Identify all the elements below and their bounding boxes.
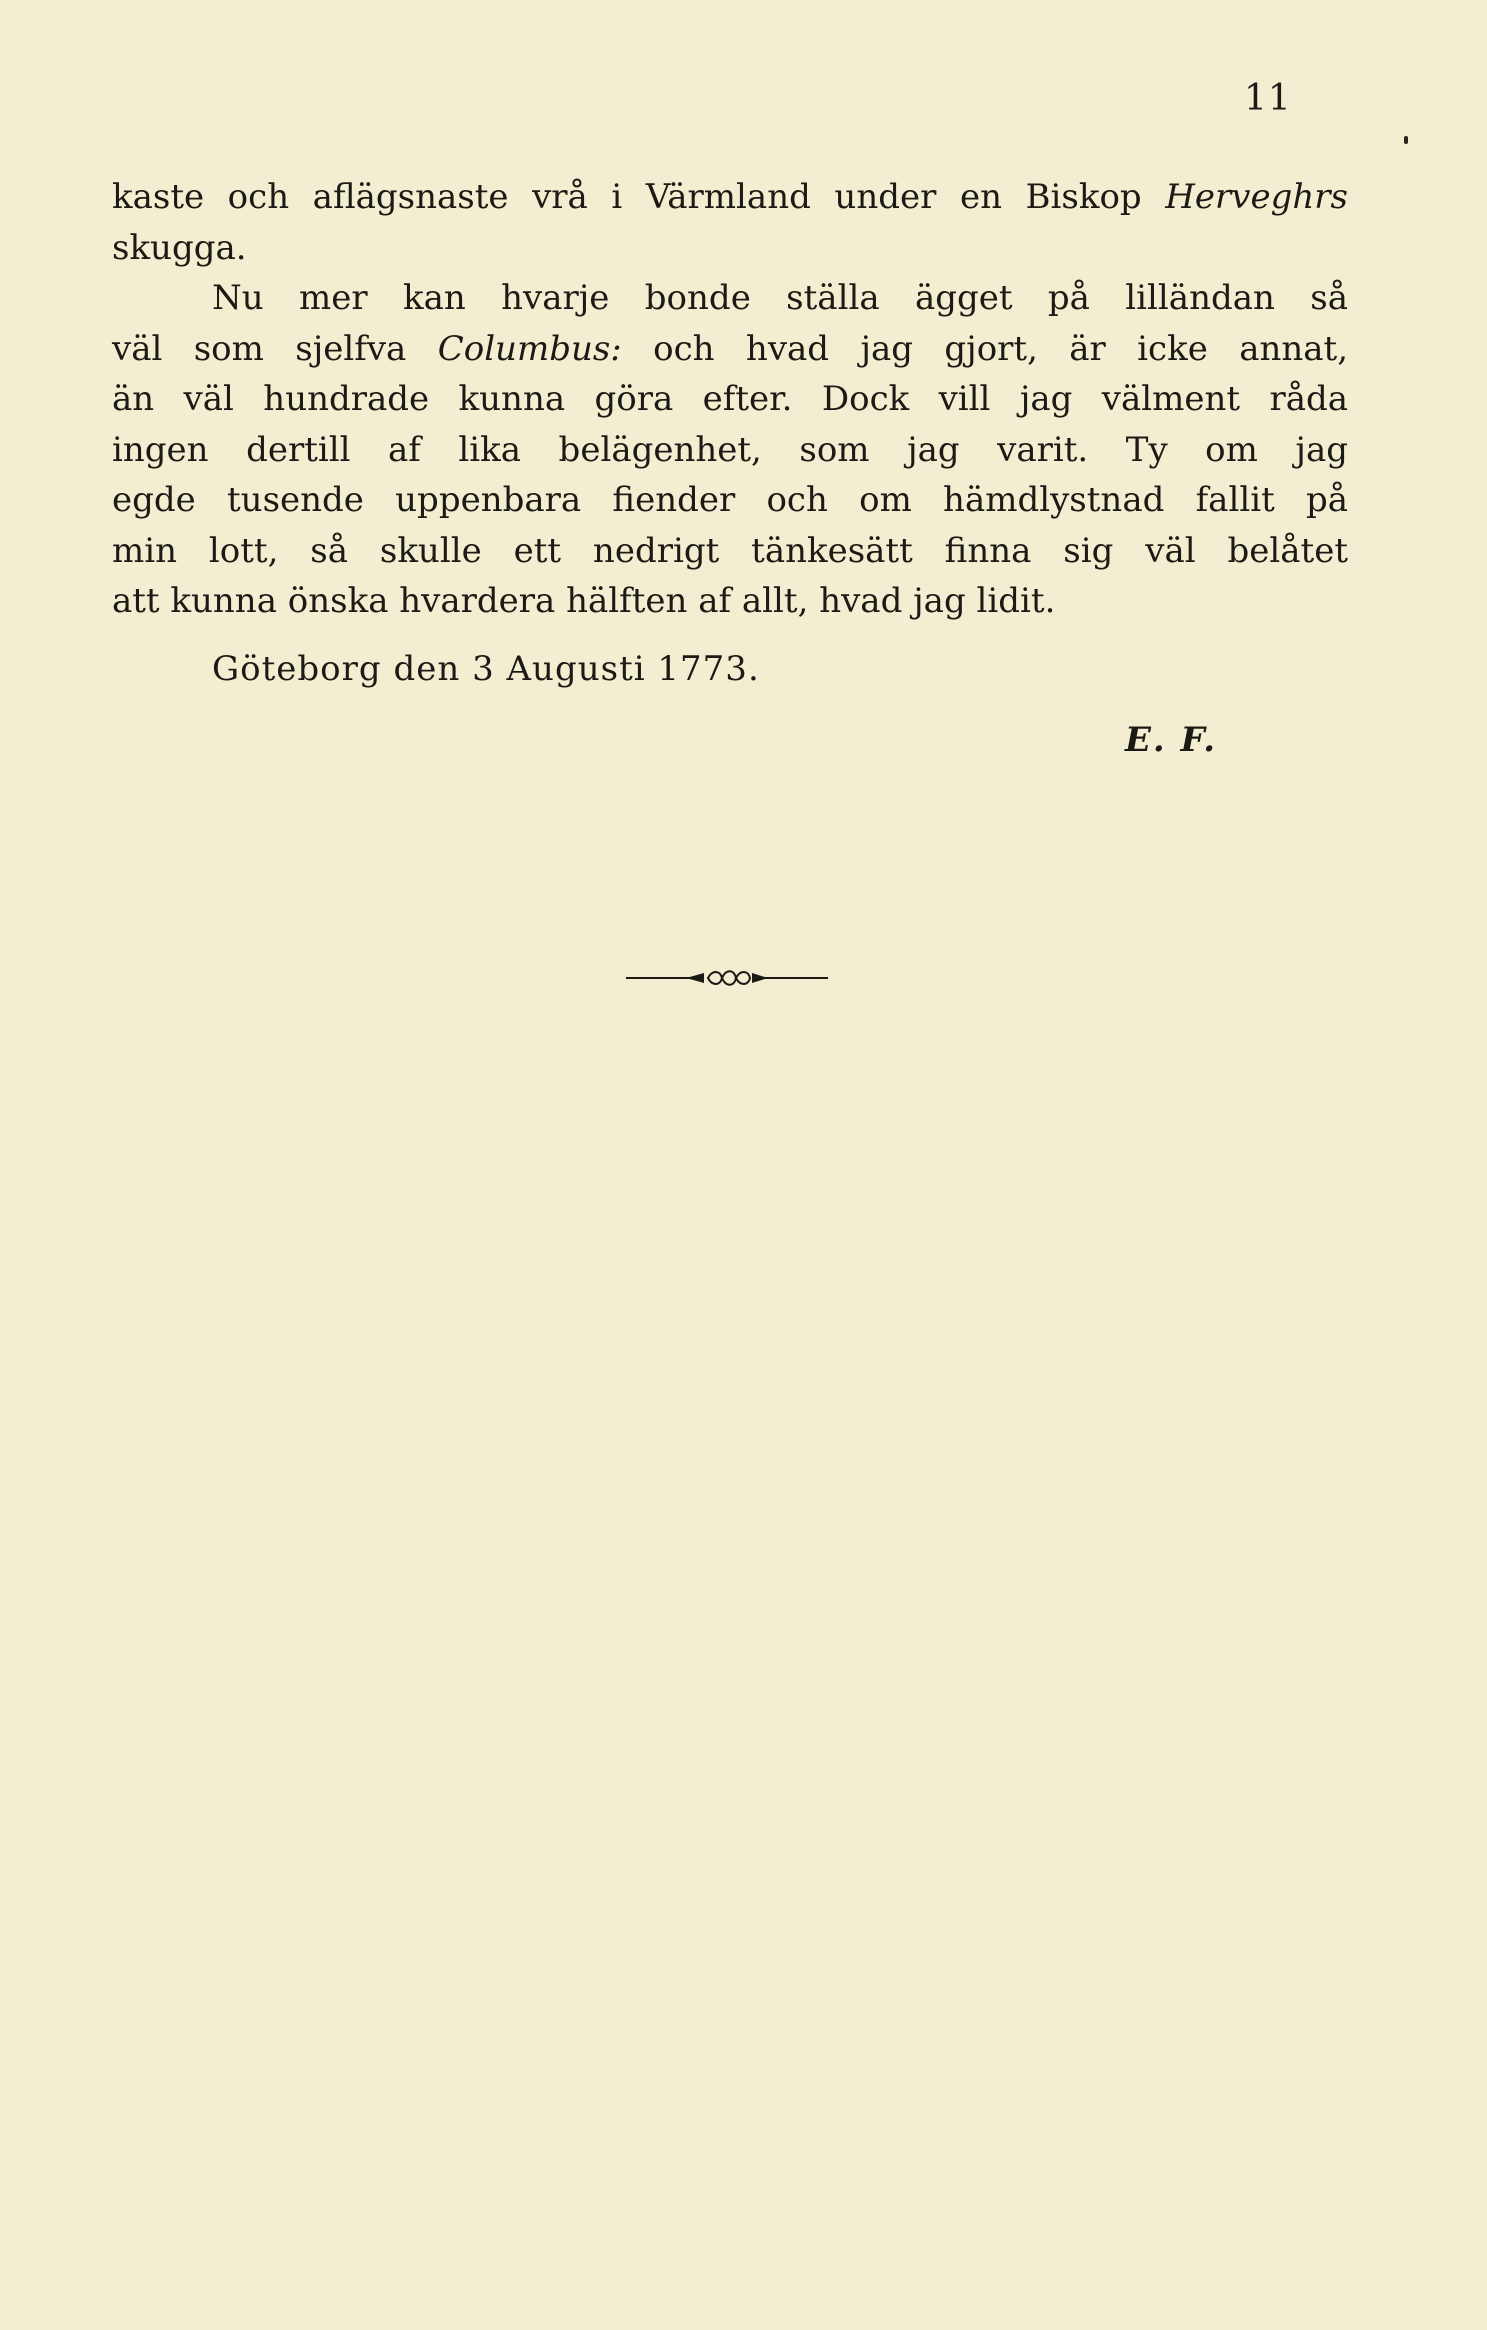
fleuron-divider-icon [626,966,828,990]
text-line: Nu mer kan hvarje bonde ställa ägget på lilländan så [212,278,1348,318]
dateline: Göteborg den 3 Augusti 1773. [212,649,760,689]
text-line: skugga. [112,227,247,268]
page-number: 11 [1244,78,1292,119]
text-line: att kunna önska hvardera hälften af allt, hvad jag lidit. [112,581,1056,621]
text-line: kaste och aflägsnaste vrå i Värmland under en Biskop Herveghrs [112,177,1348,217]
ink-speck [1404,136,1408,144]
text-line: min lott, så skulle ett nedrigt tänkesätt finna sig väl belåtet [112,530,1348,571]
signature-initials: E. F. [1125,720,1218,760]
text-line: egde tusende uppenbara fiender och om hämdlystnad fallit på [112,480,1348,520]
text-line: väl som sjelfva Columbus: och hvad jag gjort, är icke annat, [112,328,1349,369]
text-line: än väl hundrade kunna göra efter. Dock vill jag välment råda [112,379,1348,419]
text-line: ingen dertill af lika belägenhet, som jag varit. Ty om jag [112,429,1348,470]
body-text [112,172,1348,627]
